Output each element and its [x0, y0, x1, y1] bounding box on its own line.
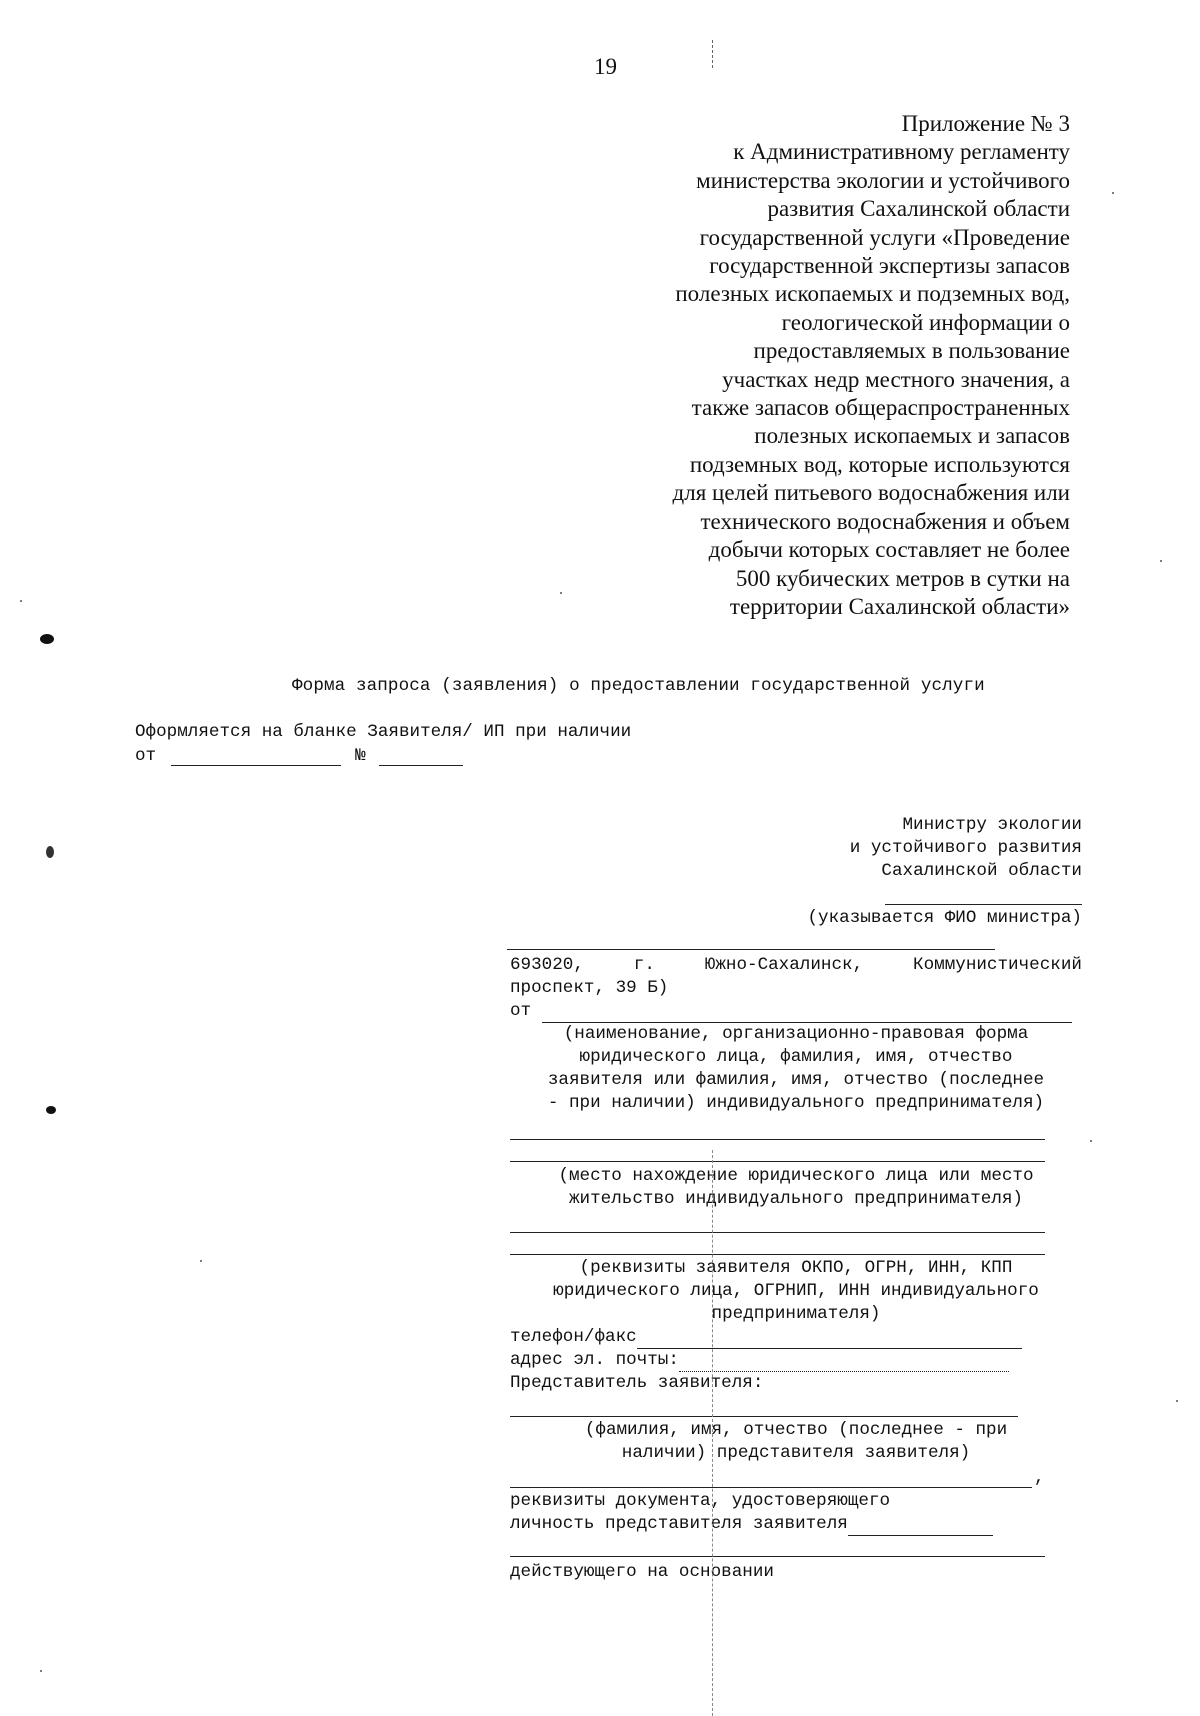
phone-row — [510, 1326, 1082, 1349]
address-word: 693020, — [510, 955, 584, 975]
applicant-name-line[interactable] — [510, 1139, 1045, 1140]
scan-speck — [20, 600, 22, 602]
appendix-line: Приложение № 3 — [901, 111, 1070, 136]
addressee-line: и устойчивого развития — [849, 838, 1082, 858]
location-caption-line: (место нахождение юридического лица или место — [558, 1166, 1034, 1186]
page-number: 19 — [594, 54, 617, 79]
appendix-line: 500 кубических метров в сутки на — [735, 565, 1070, 591]
address-line-2: проспект, 39 Б) — [510, 978, 669, 998]
scan-speck — [200, 1260, 202, 1262]
appendix-line: геологической информации о — [781, 309, 1070, 335]
scan-speck — [1176, 1400, 1178, 1402]
appendix-line: технического водоснабжения и объем — [700, 508, 1070, 534]
appendix-line: предоставляемых в пользование — [753, 338, 1070, 364]
representative-name-line[interactable] — [510, 1416, 1018, 1417]
requisites-caption-line: (реквизиты заявителя ОКПО, ОГРН, ИНН, КПП — [579, 1258, 1013, 1278]
blank-note: Оформляется на бланке Заявителя/ ИП при наличии — [135, 722, 632, 742]
form-title: Форма запроса (заявления) о предоставлении государственной услуги — [292, 676, 985, 696]
requisites-line[interactable] — [510, 1254, 1045, 1255]
id-doc-line-2[interactable] — [510, 1556, 1045, 1557]
scan-speck — [560, 592, 562, 594]
minister-caption: (указывается ФИО министра) — [807, 908, 1082, 928]
representative-line-2[interactable] — [510, 1487, 1032, 1488]
date-field[interactable] — [171, 765, 341, 766]
address-top-line — [507, 949, 995, 950]
email-field[interactable] — [679, 1354, 1009, 1372]
rep-caption — [510, 1419, 1082, 1465]
location-line[interactable] — [510, 1161, 1045, 1162]
basis-row — [510, 1561, 1082, 1584]
requisites-caption-line: юридического лица, ОГРНИП, ИНН индивидуального — [553, 1281, 1039, 1301]
id-doc-field[interactable] — [848, 1518, 993, 1536]
id-doc-row — [510, 1513, 1082, 1536]
requisites-caption — [510, 1257, 1082, 1395]
scan-speck — [1090, 1140, 1092, 1142]
name-caption: - при наличии) индивидуального предпринимателя) — [547, 1093, 1045, 1113]
scan-blot — [46, 1106, 56, 1114]
addressee-line: Сахалинской области — [881, 861, 1082, 881]
applicant-name-field[interactable] — [542, 1005, 1072, 1023]
number-sign: № — [355, 746, 366, 766]
id-doc-line: личность представителя заявителя — [510, 1514, 848, 1534]
name-caption: юридического лица, фамилия, имя, отчество — [579, 1047, 1013, 1067]
appendix-header — [560, 110, 1070, 621]
scan-fold-mark — [712, 40, 713, 68]
appendix-line: развития Сахалинской области — [767, 196, 1070, 222]
appendix-line: полезных ископаемых и запасов — [754, 423, 1070, 449]
appendix-line: государственной экспертизы запасов — [709, 253, 1070, 279]
appendix-line: также запасов общераспространенных — [691, 395, 1070, 421]
scan-speck — [1112, 192, 1114, 194]
address-word: Южно-Сахалинск, — [704, 955, 864, 975]
requisites-caption-line: предпринимателя) — [711, 1304, 881, 1324]
name-caption: (наименование, организационно-правовая форма — [563, 1024, 1029, 1044]
address-word: г. — [633, 955, 655, 975]
appendix-line: министерства экологии и устойчивого — [696, 167, 1070, 193]
location-caption — [510, 1165, 1082, 1211]
scan-speck — [1160, 560, 1162, 562]
email-row — [510, 1349, 1082, 1372]
basis-label: действующего на основании — [510, 1562, 774, 1582]
minister-name-field[interactable] — [885, 904, 1082, 905]
representative-label: Представитель заявителя: — [510, 1373, 764, 1393]
rep-caption-line: наличии) представителя заявителя) — [621, 1443, 971, 1463]
address-word: Коммунистический — [913, 955, 1082, 975]
from-label: от — [135, 746, 157, 766]
appendix-line: к Административному регламенту — [733, 139, 1070, 165]
number-field[interactable] — [379, 765, 463, 766]
applicant-address — [510, 954, 1082, 1115]
scan-speck — [40, 1670, 42, 1672]
address-line-1 — [510, 954, 1082, 977]
addressee — [700, 814, 1082, 883]
rep-caption-line: (фамилия, имя, отчество (последнее - при — [584, 1420, 1008, 1440]
email-label: адрес эл. почты: — [510, 1350, 679, 1370]
appendix-line: подземных вод, которые используются — [689, 451, 1070, 477]
rep-comma: , — [1034, 1468, 1045, 1488]
scan-fold-line — [712, 1150, 713, 1716]
appendix-line: участках недр местного значения, а — [722, 366, 1070, 392]
appendix-line: добычи которых составляет не более — [708, 537, 1070, 563]
id-doc-line: реквизиты документа, удостоверяющего — [510, 1491, 891, 1511]
name-caption: заявителя или фамилия, имя, отчество (последнее — [547, 1070, 1045, 1090]
appendix-line: территории Сахалинской области» — [729, 593, 1070, 619]
scan-blot — [46, 846, 54, 858]
phone-field[interactable] — [637, 1331, 1022, 1349]
appendix-line: полезных ископаемых и подземных вод, — [675, 281, 1070, 307]
appendix-line: государственной услуги «Проведение — [699, 224, 1070, 250]
id-document — [510, 1490, 1082, 1536]
addressee-line: Министру экологии — [902, 815, 1082, 835]
blank-number-date — [135, 746, 366, 766]
location-caption-line: жительство индивидуального предпринимателя) — [569, 1189, 1023, 1209]
phone-label: телефон/факс — [510, 1327, 637, 1347]
applicant-from-row — [510, 1000, 1082, 1023]
from-label: от — [510, 1001, 532, 1021]
appendix-line: для целей питьевого водоснабжения или — [672, 480, 1070, 506]
location-line-2[interactable] — [510, 1232, 1045, 1233]
scan-blot — [40, 634, 54, 644]
